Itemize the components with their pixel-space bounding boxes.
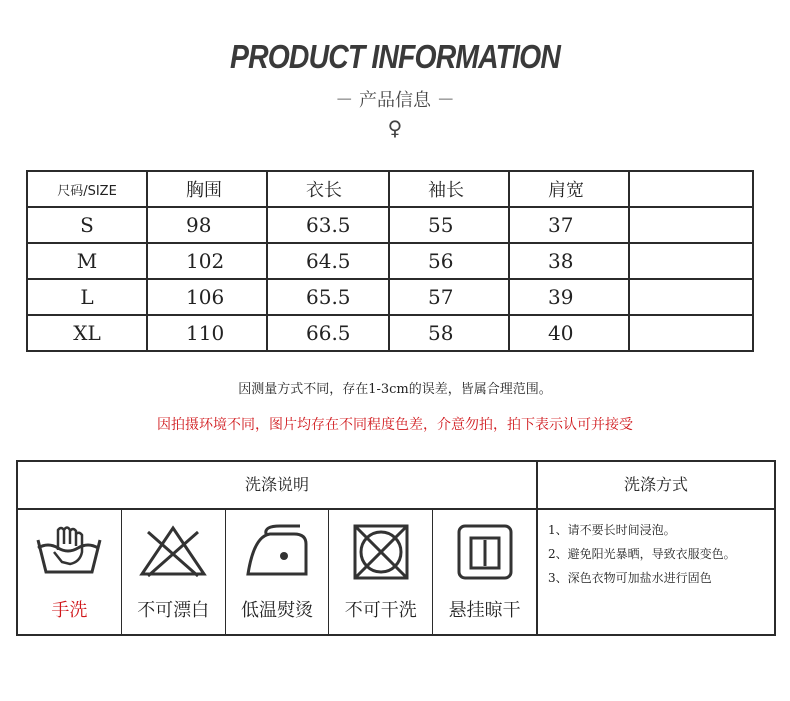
female-symbol-icon: ♀ (387, 116, 403, 140)
low-iron-icon (240, 522, 314, 580)
care-icons-row (18, 510, 538, 634)
table-cell: 66.5 (267, 315, 389, 351)
table-cell: 56 (389, 243, 509, 279)
care-icon-cell (433, 510, 536, 634)
care-icon-cell (329, 510, 433, 634)
measurement-note: 因测量方式不同，存在1-3cm的误差，皆属合理范围。 (238, 382, 552, 397)
icon-label: 悬挂晾干 (448, 600, 521, 621)
icon-label: 不可干洗 (344, 600, 417, 621)
table-cell: 63.5 (267, 207, 389, 243)
size-cell: XL (27, 315, 147, 351)
no-bleach-icon (136, 522, 210, 580)
table-cell: 58 (389, 315, 509, 351)
care-section (16, 460, 776, 636)
table-cell: 110 (147, 315, 267, 351)
size-cell: M (27, 243, 147, 279)
list-item: 2、避免阳光暴晒，导致衣服变色。 (548, 547, 736, 561)
column-header: 衣长 (267, 171, 389, 207)
column-header: 胸围 (147, 171, 267, 207)
table-row (27, 243, 753, 279)
color-warning-note: 因拍摄环境不同，图片均存在不同程度色差，介意勿拍，拍下表示认可并接受 (157, 417, 633, 433)
table-cell: 65.5 (267, 279, 389, 315)
care-icon-cell (226, 510, 330, 634)
table-row (27, 279, 753, 315)
table-cell: 57 (389, 279, 509, 315)
column-header (629, 171, 753, 207)
care-instructions-header: 洗涤说明 (18, 462, 538, 510)
table-cell: 64.5 (267, 243, 389, 279)
table-row (27, 207, 753, 243)
table-cell: 39 (509, 279, 629, 315)
size-table (26, 170, 754, 352)
care-method-header: 洗涤方式 (538, 462, 774, 510)
table-cell: 102 (147, 243, 267, 279)
icon-label: 不可漂白 (137, 600, 210, 621)
hang-dry-icon (448, 522, 522, 580)
table-cell (629, 315, 753, 351)
table-cell: 55 (389, 207, 509, 243)
icon-label: 低温熨烫 (240, 600, 313, 621)
list-item: 1、请不要长时间浸泡。 (548, 523, 676, 537)
column-header: 肩宽 (509, 171, 629, 207)
list-item: 3、深色衣物可加盐水进行固色 (548, 571, 712, 585)
care-methods-list (538, 510, 774, 634)
table-cell: 38 (509, 243, 629, 279)
table-cell (629, 243, 753, 279)
no-dry-clean-icon (344, 522, 418, 580)
size-table-header-row (27, 171, 753, 207)
table-cell: 40 (509, 315, 629, 351)
table-row (27, 315, 753, 351)
care-icon-cell (18, 510, 122, 634)
column-header: 尺码/SIZE (27, 171, 147, 207)
size-cell: S (27, 207, 147, 243)
care-icon-cell (122, 510, 226, 634)
column-header: 袖长 (389, 171, 509, 207)
table-cell (629, 279, 753, 315)
page-subtitle: － 产品信息 － (335, 90, 455, 111)
table-cell: 106 (147, 279, 267, 315)
size-cell: L (27, 279, 147, 315)
icon-label: 手洗 (51, 600, 88, 621)
page-title: PRODUCT INFORMATION (230, 38, 560, 75)
table-cell: 98 (147, 207, 267, 243)
hand-wash-icon (32, 522, 106, 580)
table-cell: 37 (509, 207, 629, 243)
table-cell (629, 207, 753, 243)
